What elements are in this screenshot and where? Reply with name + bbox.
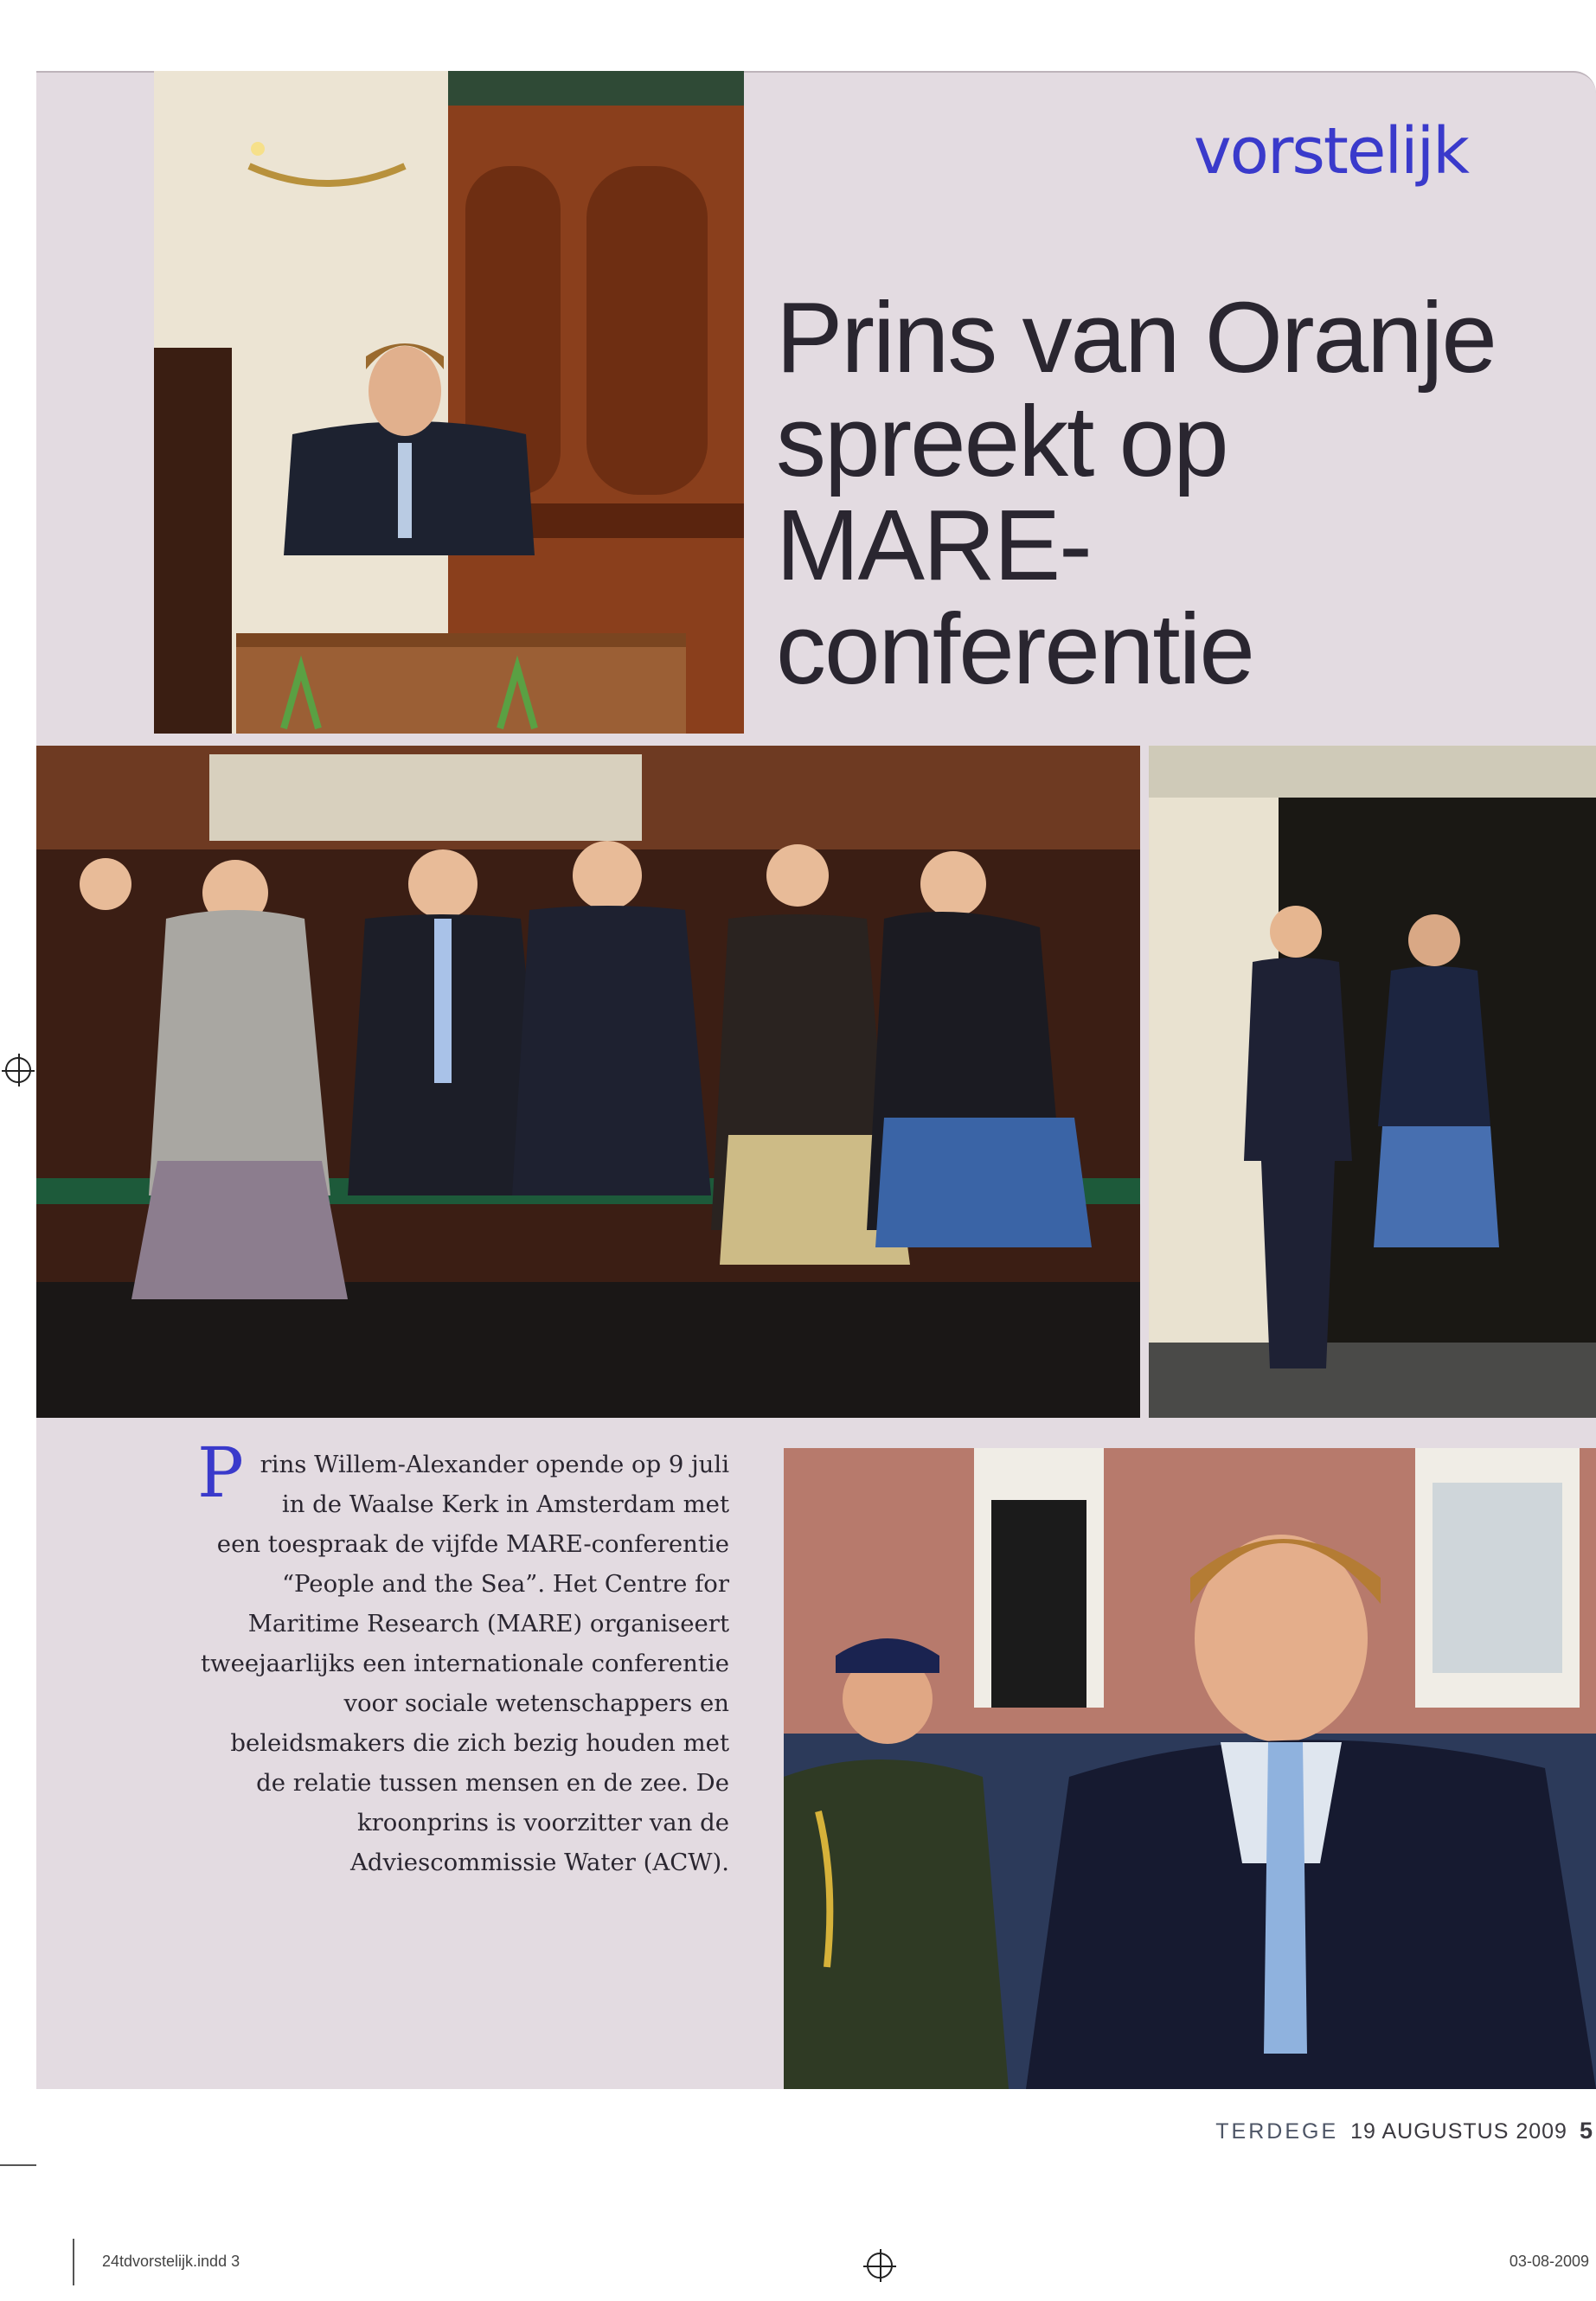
headline-line-1: Prins van Oranje (776, 281, 1496, 394)
photo-prince-at-lectern (154, 71, 744, 734)
headline-line-2: spreekt op (776, 385, 1227, 497)
page-footer (1215, 2118, 1593, 2144)
crop-mark-left (0, 2164, 36, 2166)
article-body (197, 1433, 729, 1882)
headline (776, 281, 1554, 705)
photo-prince-with-soldier (784, 1448, 1596, 2089)
registration-mark-bottom (867, 2253, 893, 2279)
section-label: vorstelijk (1193, 114, 1468, 189)
slug-date: 03-08-2009 (1509, 2253, 1589, 2270)
article-text: rins Willem-Alexander opende op 9 juli in de Waalse Kerk in Amsterdam met een toespraak de vijfde MARE-conferentie “People and the Sea”. Het Centre for Maritime Research (MARE) organiseert tweejaarlijks een internationale conferentie voor sociale wetenschappers en beleidsmakers die zich bezig houden met de relatie tussen mensen en de zee. De kroonprins is voorzitter van de Adviescommissie Water (ACW). (200, 1451, 729, 1876)
registration-mark-left (5, 1057, 31, 1083)
article-dropcap: P (197, 1433, 244, 1513)
crop-mark-bottom (73, 2239, 74, 2285)
page-number: 5 (1579, 2118, 1593, 2144)
photo-audience-seated (36, 746, 1140, 1418)
magazine-name: TERDEGE (1215, 2119, 1339, 2144)
issue-date: 19 AUGUSTUS 2009 (1350, 2119, 1567, 2144)
slug-filename: 24tdvorstelijk.indd 3 (102, 2253, 240, 2270)
headline-line-4: conferentie (776, 593, 1253, 705)
headline-line-3: MARE- (776, 489, 1091, 601)
photo-walking-out-of-church (1149, 746, 1596, 1418)
